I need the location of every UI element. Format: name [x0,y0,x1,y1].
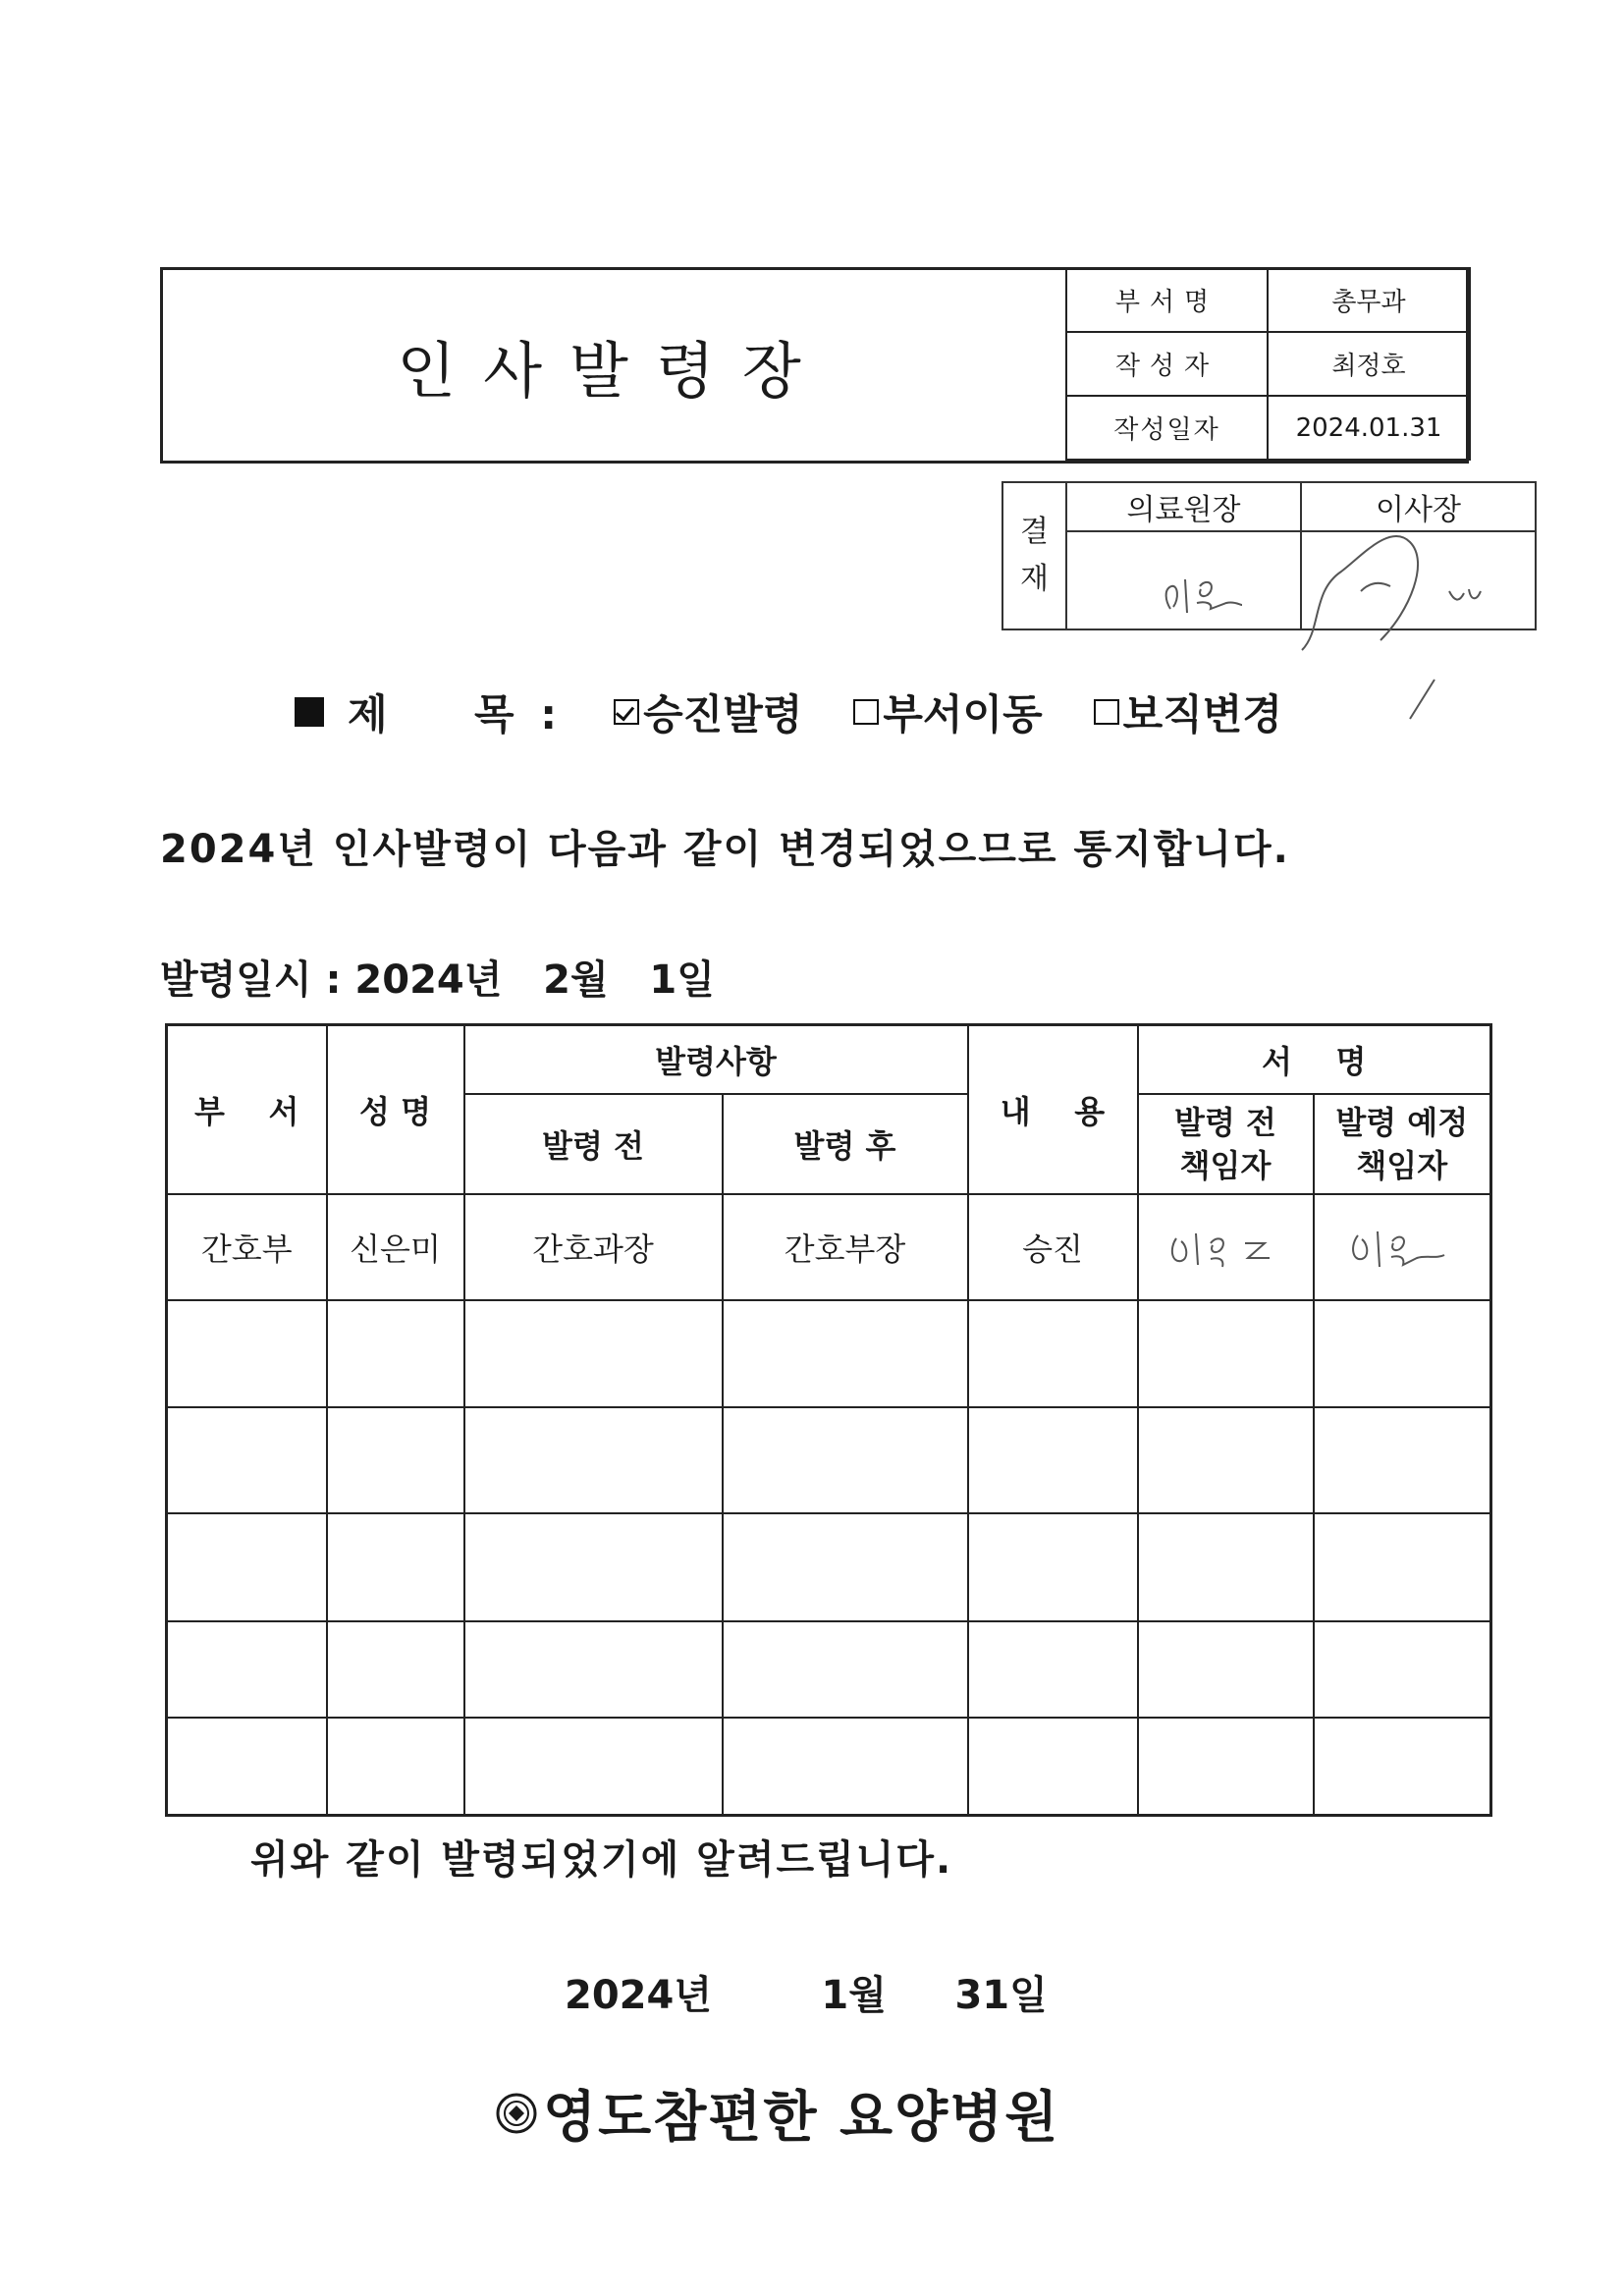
meta-value-author: 최정호 [1268,332,1470,396]
meta-label-date: 작성일자 [1066,396,1268,460]
header-after: 발령 후 [723,1094,968,1194]
table-row [167,1621,1491,1718]
signature-chairman [1302,532,1535,629]
header-sign: 서 명 [1138,1025,1491,1094]
closing-text: 위와 같이 발령되었기에 알려드립니다. [250,1837,953,1883]
subject-line [295,683,1282,741]
meta-row-author [1066,332,1470,396]
meta-label-dept: 부서명 [1066,268,1268,332]
personnel-order-table [165,1023,1492,1817]
signature-before [1142,1204,1309,1283]
cell-sign-after [1314,1194,1491,1300]
issue-date: 2024년 1월 31일 [565,1973,1048,2018]
cell-name: 신은미 [327,1194,464,1300]
header-content: 내 용 [968,1025,1138,1194]
cell-before: 간호과장 [464,1194,723,1300]
hospital-name [496,2074,1059,2153]
approval-head-director: 의료원장 [1066,482,1301,531]
option-position-change[interactable] [1094,683,1282,741]
document-title: 인사발령장 [397,334,829,407]
subject-label: 제 목 : [348,690,564,738]
checkbox-icon[interactable] [853,699,879,725]
table-row [167,1513,1491,1621]
checkbox-icon[interactable] [1094,699,1119,725]
meta-value-date: 2024.01.31 [1268,396,1470,460]
table-row [167,1407,1491,1513]
bullet-square-icon [295,697,324,727]
approval-label-text: 결재 [1020,515,1049,596]
header-name: 성 명 [327,1025,464,1194]
cell-content: 승진 [968,1194,1138,1300]
signature-after [1319,1204,1486,1283]
cell-dept: 간호부 [167,1194,327,1300]
meta-table [1065,267,1471,461]
cell-after: 간호부장 [723,1194,968,1300]
signature-director [1067,532,1300,629]
header-sign-after: 발령 예정 책임자 [1314,1094,1491,1194]
header-sign-before: 발령 전 책임자 [1138,1094,1314,1194]
option-position-change-label: 보직변경 [1122,690,1282,738]
option-transfer[interactable] [853,683,1042,741]
header-order: 발령사항 [464,1025,968,1094]
cell-sign-before [1138,1194,1314,1300]
checkbox-checked-icon[interactable] [614,699,639,725]
header-dept: 부 서 [167,1025,327,1194]
approval-box [1001,481,1537,630]
option-promotion-label: 승진발령 [643,690,803,738]
meta-value-dept: 총무과 [1268,268,1470,332]
table-row [167,1194,1491,1300]
approval-head-chairman: 이사장 [1301,482,1536,531]
approval-sign-director [1066,531,1301,629]
meta-label-author: 작성자 [1066,332,1268,396]
meta-row-dept [1066,268,1470,332]
approval-sign-chairman [1301,531,1536,629]
option-transfer-label: 부서이동 [883,690,1043,738]
hospital-seal-icon [496,2093,537,2134]
table-row [167,1300,1491,1407]
header-before: 발령 전 [464,1094,723,1194]
notice-text: 2024년 인사발령이 다음과 같이 변경되었으므로 통지합니다. [160,827,1290,872]
meta-row-date [1066,396,1470,460]
effective-date: 발령일시 : 2024년 2월 1일 [160,957,715,1003]
table-row [167,1718,1491,1816]
option-promotion[interactable] [614,683,802,741]
hospital-name-text: 영도참편한 요양병원 [543,2086,1060,2150]
approval-label [1002,482,1066,629]
